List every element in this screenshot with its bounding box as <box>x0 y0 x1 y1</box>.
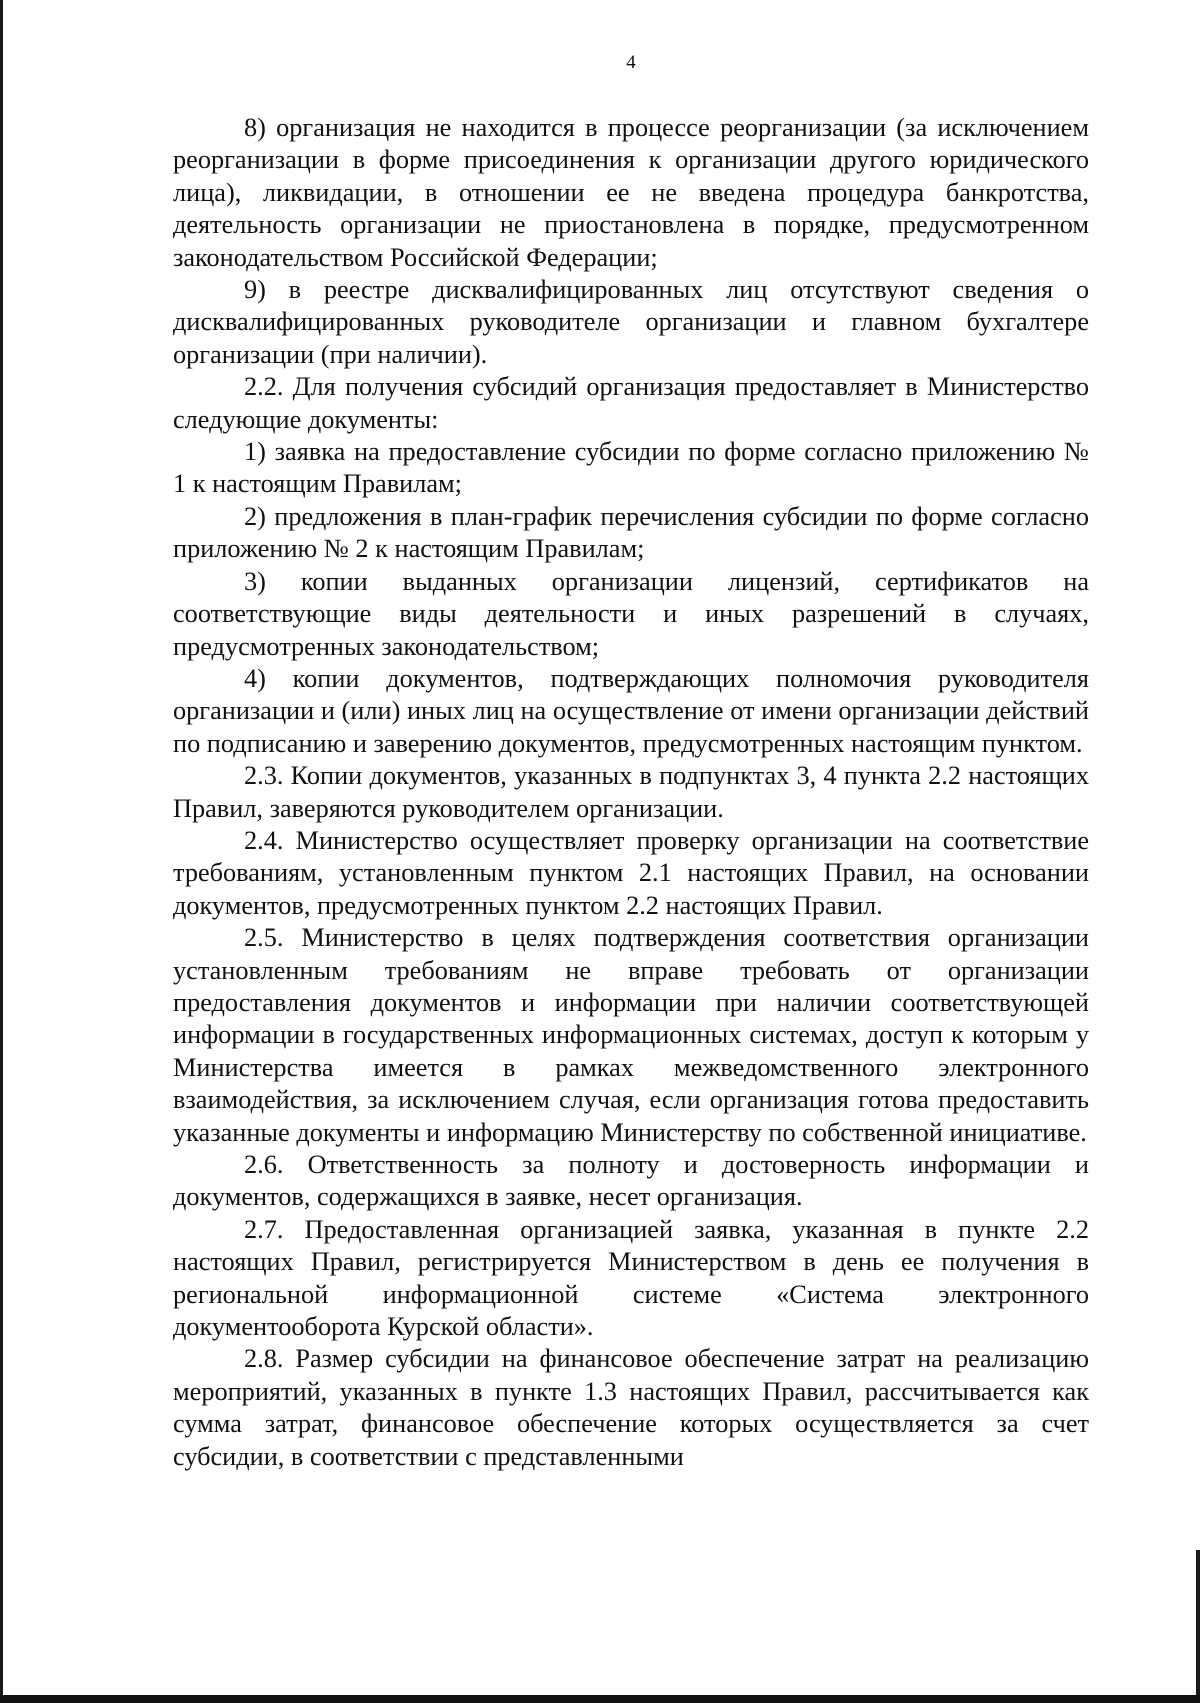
paragraph-2-2-item-4: 4) копии документов, подтверждающих полномочия руководителя организации и (или) иных лиц на осуществление от имени организации действий по подписанию и заверению документов, предусмотренных настоящим пунктом. <box>173 663 1089 758</box>
paragraph-2-3: 2.3. Копии документов, указанных в подпунктах 3, 4 пункта 2.2 настоящих Правил, заверяются руководителем организации. <box>173 761 1089 823</box>
paragraph-2-2: 2.2. Для получения субсидий организация предоставляет в Министерство следующие документы: <box>173 372 1089 434</box>
paragraph-2-7: 2.7. Предоставленная организацией заявка, указанная в пункте 2.2 настоящих Правил, регистрируется Министерством в день ее получения в региональной информационной системе «Система электронного документооборота Курской области». <box>173 1214 1089 1342</box>
scan-right-edge <box>1196 1550 1200 1703</box>
document-body <box>173 112 1089 1473</box>
paragraph-2-5: 2.5. Министерство в целях подтверждения соответствия организации установленным требованиям не вправе требовать от организации предоставления документов и информации при наличии соответствующей информации в государственных информационных системах, доступ к которым у Министерства имеется в рамках межведомственного электронного взаимодействия, за исключением случая, если организация готова предоставить указанные документы и информацию Министерству по собственной инициативе. <box>173 923 1089 1147</box>
paragraph-2-4: 2.4. Министерство осуществляет проверку организации на соответствие требованиям, установленным пунктом 2.1 настоящих Правил, на основании документов, предусмотренных пунктом 2.2 настоящих Правил. <box>173 825 1089 920</box>
paragraph-2-8: 2.8. Размер субсидии на финансовое обеспечение затрат на реализацию мероприятий, указанных в пункте 1.3 настоящих Правил, рассчитывается как сумма затрат, финансовое обеспечение которых осуществляется за счет субсидии, в соответствии с представленными <box>173 1344 1089 1471</box>
paragraph-2-2-item-1: 1) заявка на предоставление субсидии по форме согласно приложению № 1 к настоящим Правилам; <box>173 437 1089 499</box>
paragraph-2-6: 2.6. Ответственность за полноту и достоверность информации и документов, содержащихся в заявке, несет организация. <box>173 1150 1089 1212</box>
scan-left-edge <box>0 0 3 1703</box>
page-number: 4 <box>626 52 636 73</box>
scan-bottom-edge <box>0 1695 1200 1703</box>
paragraph-2-2-item-2: 2) предложения в план-график перечисления субсидии по форме согласно приложению № 2 к настоящим Правилам; <box>173 501 1089 564</box>
paragraph-2-2-item-3: 3) копии выданных организации лицензий, сертификатов на соответствующие виды деятельности и иных разрешений в случаях, предусмотренных законодательством; <box>173 566 1089 661</box>
paragraph-item-8: 8) организация не находится в процессе реорганизации (за исключением реорганизации в форме присоединения к организации другого юридического лица), ликвидации, в отношении ее не введена процедура банкротства, деятельность организации не приостановлена в порядке, предусмотренном законодательством Российской Федерации; <box>173 113 1089 272</box>
paragraph-item-9: 9) в реестре дисквалифицированных лиц отсутствуют сведения о дисквалифицированных руководителе организации и главном бухгалтере организации (при наличии). <box>173 275 1089 369</box>
